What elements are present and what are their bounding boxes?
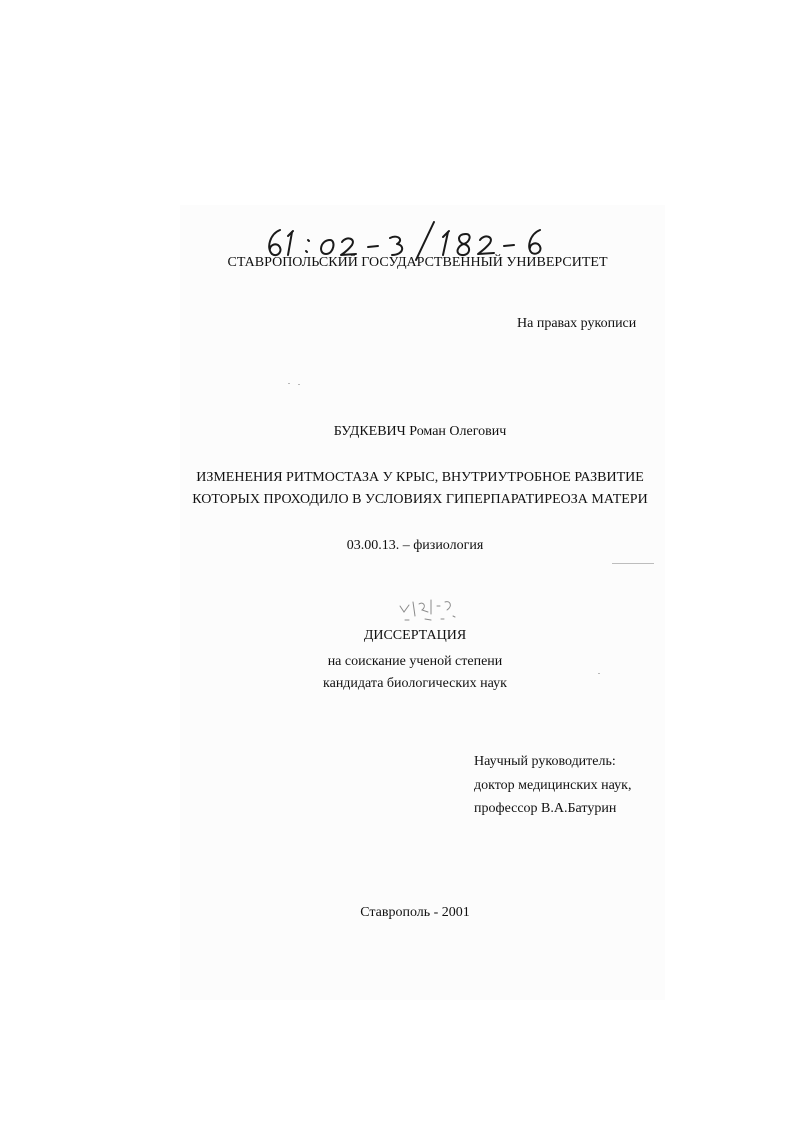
specialty: 03.00.13. – физиология (346, 538, 484, 553)
scan-speck (298, 384, 300, 385)
rights-note: На правах рукописи (517, 316, 637, 331)
degree-line-2: кандидата биологических наук (323, 676, 507, 691)
supervisor-degree: доктор медицинских наук, (474, 778, 632, 793)
author-name: БУДКЕВИЧ Роман Олегович (333, 424, 507, 439)
title-line-1: ИЗМЕНЕНИЯ РИТМОСТАЗА У КРЫС, ВНУТРИУТРОБНОЕ РАЗВИТИЕ (196, 470, 644, 485)
scan-line (612, 563, 654, 564)
scan-speck (598, 673, 600, 674)
university-name: СТАВРОПОЛЬСКИЙ ГОСУДАРСТВЕННЫЙ УНИВЕРСИТЕТ (227, 255, 608, 270)
title-line-2: КОТОРЫХ ПРОХОДИЛО В УСЛОВИЯХ ГИПЕРПАРАТИРЕОЗА МАТЕРИ (192, 492, 648, 507)
document-type: ДИССЕРТАЦИЯ (363, 628, 467, 643)
scan-speck (288, 383, 290, 384)
city-year: Ставрополь - 2001 (360, 905, 470, 920)
degree-line-1: на соискание ученой степени (327, 654, 503, 669)
supervisor-label: Научный руководитель: (474, 754, 616, 769)
supervisor-name: профессор В.А.Батурин (474, 801, 617, 816)
stamp-mark (395, 592, 465, 626)
